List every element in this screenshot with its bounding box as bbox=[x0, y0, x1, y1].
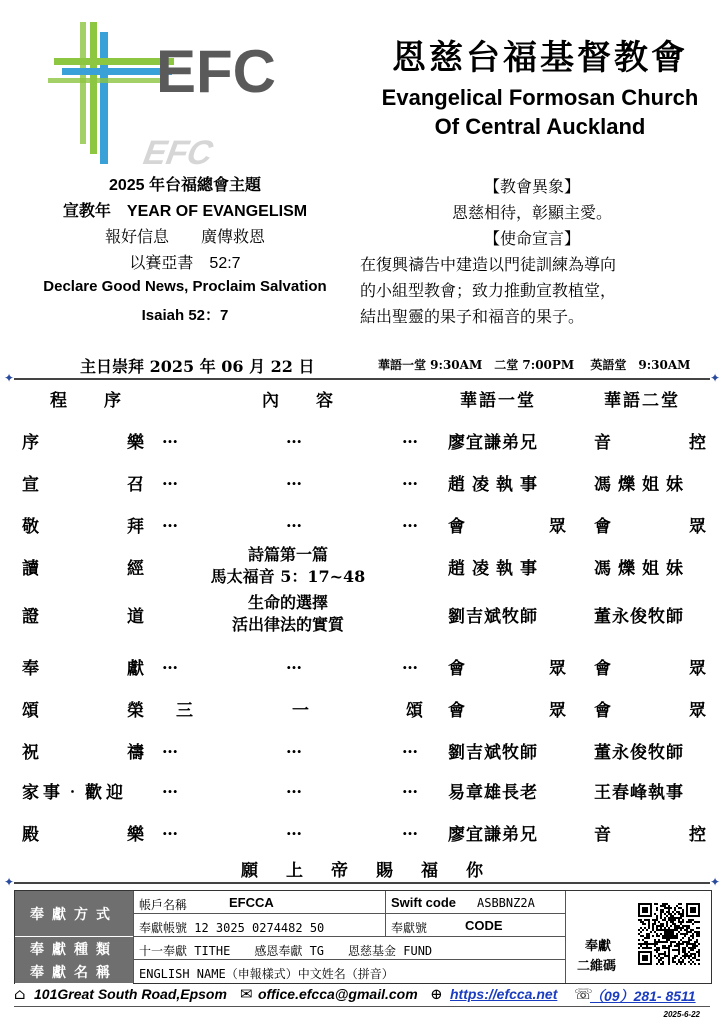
program-dots: … bbox=[162, 654, 178, 673]
vision-title: 【教會異象】 bbox=[483, 179, 580, 196]
program-dots: … bbox=[162, 820, 178, 839]
email-icon: ✉ bbox=[240, 985, 253, 1003]
program-s2-leader bbox=[594, 696, 706, 721]
leader-char: 眾 bbox=[549, 659, 566, 679]
theme-motto: 報好信息 廣傳救恩 bbox=[104, 229, 265, 246]
program-s1-leader bbox=[448, 428, 566, 453]
program-item bbox=[22, 820, 144, 845]
service-date: 主日崇拜 2025 年 06 月 22 日 bbox=[80, 357, 315, 376]
phone-icon: ☏ bbox=[574, 985, 593, 1003]
program-content: 三 bbox=[176, 701, 193, 721]
swift-label: Swift code bbox=[391, 895, 457, 910]
qr-label-line1: 奉獻 bbox=[585, 939, 612, 954]
label-offering-name: 奉獻名稱 bbox=[15, 960, 133, 984]
offering-name-format: ENGLISH NAME（申報樣式）中文姓名（拼音） bbox=[139, 967, 394, 981]
footer-phone[interactable]: （09）281- 8511 bbox=[590, 988, 696, 1004]
program-dots: … bbox=[286, 778, 302, 797]
program-s1-leader bbox=[448, 554, 566, 579]
leader-char: 音 bbox=[594, 825, 611, 845]
blessing-text: 願上帝賜福你 bbox=[241, 861, 511, 881]
leader-char: 會 bbox=[448, 659, 465, 679]
program-s1-leader bbox=[448, 778, 566, 803]
program-item-label: 榮 bbox=[127, 701, 144, 721]
program-dots: … bbox=[402, 778, 418, 797]
leader-name: 廖宜謙弟兄 bbox=[448, 433, 538, 453]
program-content: 馬太福音 5：17~48 bbox=[210, 567, 366, 586]
program-dots: … bbox=[286, 654, 302, 673]
leader-name: 董永俊牧師 bbox=[594, 743, 684, 763]
church-name-zh: 恩慈台福基督教會 bbox=[392, 39, 688, 77]
header-service1: 華語一堂 bbox=[460, 391, 536, 411]
leader-name: 劉吉斌牧師 bbox=[448, 607, 538, 627]
code-value: CODE bbox=[465, 918, 503, 933]
divider-bottom bbox=[14, 882, 710, 884]
leader-name: 劉吉斌牧師 bbox=[448, 743, 538, 763]
program-s1-leader bbox=[448, 696, 566, 721]
program-dots: … bbox=[286, 820, 302, 839]
program-dots: … bbox=[402, 820, 418, 839]
footer-email[interactable]: office.efcca@gmail.com bbox=[258, 986, 418, 1002]
leader-char: 音 bbox=[594, 433, 611, 453]
program-item-label: 拜 bbox=[127, 517, 144, 537]
program-item bbox=[22, 602, 144, 627]
account-name-label: 帳戶名稱 bbox=[139, 898, 188, 912]
leader-name: 易章雄長老 bbox=[448, 783, 538, 803]
qr-label-line2: 二維碼 bbox=[577, 959, 617, 974]
program-content: 活出律法的實質 bbox=[231, 615, 344, 634]
theme-year: 宣教年 YEAR OF EVANGELISM bbox=[62, 203, 308, 220]
program-dots: … bbox=[162, 428, 178, 447]
church-name-en-line2: Of Central Auckland bbox=[434, 114, 646, 139]
program-dots: … bbox=[286, 738, 302, 757]
program-s1-leader bbox=[448, 602, 566, 627]
diamond-right-bottom-icon: ✦ bbox=[710, 875, 721, 889]
theme-english: Declare Good News, Proclaim Salvation bbox=[43, 278, 327, 295]
program-s2-leader bbox=[594, 470, 706, 495]
program-s1-leader bbox=[448, 738, 566, 763]
program-item-label: 讀 bbox=[22, 559, 39, 579]
leader-char: 會 bbox=[448, 701, 465, 721]
program-dots: … bbox=[162, 778, 178, 797]
header-service2: 華語二堂 bbox=[604, 391, 680, 411]
program-s2-leader bbox=[594, 512, 706, 537]
leader-char: 眾 bbox=[689, 517, 706, 537]
program-item bbox=[22, 428, 144, 453]
program-item-label: 序 bbox=[22, 433, 39, 453]
program-item-label: 召 bbox=[127, 475, 144, 495]
offering-table bbox=[14, 890, 712, 984]
diamond-left-icon: ✦ bbox=[4, 371, 15, 385]
theme-scripture: 以賽亞書 52:7 bbox=[129, 255, 241, 272]
leader-name: 趙凌執事 bbox=[448, 559, 544, 579]
footer-address: 101Great South Road,Epsom bbox=[34, 986, 227, 1002]
vision-text: 恩慈相待，彰顯主愛。 bbox=[451, 205, 612, 222]
code-label: 奉獻號 bbox=[391, 921, 428, 935]
leader-char: 眾 bbox=[689, 659, 706, 679]
program-item-label: 禱 bbox=[127, 743, 144, 763]
home-icon: ⌂ bbox=[14, 985, 26, 1003]
leader-char: 會 bbox=[594, 659, 611, 679]
header-item: 程 序 bbox=[50, 391, 131, 411]
program-item bbox=[22, 470, 144, 495]
program-item-label: 頌 bbox=[22, 701, 39, 721]
program-item-label: 敬 bbox=[22, 517, 39, 537]
leader-char: 控 bbox=[689, 433, 706, 453]
leader-name: 馮爍姐妹 bbox=[594, 559, 690, 579]
leader-name: 趙凌執事 bbox=[448, 475, 544, 495]
program-dots: … bbox=[286, 512, 302, 531]
program-content: 詩篇第一篇 bbox=[247, 545, 328, 564]
church-name-en-line1: Evangelical Formosan Church bbox=[381, 85, 699, 110]
program-item bbox=[22, 738, 144, 763]
program-dots: … bbox=[162, 470, 178, 489]
program-item-label: 道 bbox=[127, 607, 144, 627]
program-dots: … bbox=[286, 470, 302, 489]
leader-char: 會 bbox=[594, 701, 611, 721]
offering-qr-code-icon[interactable] bbox=[638, 903, 700, 965]
theme-title: 2025 年台福總會主題 bbox=[108, 177, 262, 194]
leader-name: 馮爍姐妹 bbox=[594, 475, 690, 495]
program-item bbox=[22, 778, 144, 803]
program-dots: … bbox=[286, 428, 302, 447]
program-s2-leader bbox=[594, 428, 706, 453]
service-times: 華語一堂 9:30AM 二堂 7:00PM 英語堂 9:30AM bbox=[378, 358, 691, 372]
program-content: 一 bbox=[292, 701, 309, 721]
leader-char: 會 bbox=[594, 517, 611, 537]
footer-doc-date: 2025-6-22 bbox=[663, 1010, 700, 1019]
leader-char: 眾 bbox=[689, 701, 706, 721]
program-content: 頌 bbox=[406, 701, 423, 721]
swift-value: ASBBNZ2A bbox=[477, 896, 535, 910]
program-item-label: 殿 bbox=[22, 825, 39, 845]
leader-char: 眾 bbox=[549, 701, 566, 721]
program-item bbox=[22, 554, 144, 579]
program-item-label: 祝 bbox=[22, 743, 39, 763]
program-item-label: 宣 bbox=[22, 475, 39, 495]
logo-reflection-text: EFC bbox=[137, 133, 220, 172]
program-s2-leader bbox=[594, 738, 706, 763]
church-logo bbox=[40, 14, 300, 174]
program-dots: … bbox=[162, 738, 178, 757]
account-number: 奉獻帳號 12 3025 0274482 50 bbox=[139, 921, 325, 935]
mission-line1: 在復興禱告中建造以門徒訓練為導向 bbox=[360, 257, 617, 274]
program-dots: … bbox=[402, 738, 418, 757]
footer-website-link[interactable]: https://efcca.net bbox=[450, 986, 558, 1002]
program-item bbox=[22, 654, 144, 679]
program-dots: … bbox=[162, 512, 178, 531]
theme-english-ref: Isaiah 52：7 bbox=[141, 307, 229, 324]
program-s2-leader bbox=[594, 554, 706, 579]
program-item-label: 獻 bbox=[127, 659, 144, 679]
program-item bbox=[22, 512, 144, 537]
program-s1-leader bbox=[448, 512, 566, 537]
leader-name: 王春峰執事 bbox=[594, 783, 684, 803]
label-offering-type: 奉獻種類 bbox=[15, 937, 133, 961]
mission-title: 【使命宣言】 bbox=[483, 231, 580, 248]
program-s1-leader bbox=[448, 654, 566, 679]
program-s1-leader bbox=[448, 820, 566, 845]
mission-line3: 結出聖靈的果子和福音的果子。 bbox=[360, 309, 585, 326]
account-name-value: EFCCA bbox=[229, 895, 274, 910]
program-s2-leader bbox=[594, 820, 706, 845]
program-item-label: 證 bbox=[22, 607, 39, 627]
label-offering-method: 奉獻方式 bbox=[15, 891, 133, 937]
program-s2-leader bbox=[594, 602, 706, 627]
program-item-label: 家事‧歡迎 bbox=[22, 783, 127, 803]
leader-char: 會 bbox=[448, 517, 465, 537]
leader-char: 控 bbox=[689, 825, 706, 845]
program-dots: … bbox=[402, 428, 418, 447]
program-dots: … bbox=[402, 470, 418, 489]
program-s2-leader bbox=[594, 778, 706, 803]
diamond-right-icon: ✦ bbox=[710, 371, 721, 385]
leader-name: 董永俊牧師 bbox=[594, 607, 684, 627]
program-s1-leader bbox=[448, 470, 566, 495]
program-item bbox=[22, 696, 144, 721]
leader-char: 眾 bbox=[549, 517, 566, 537]
program-s2-leader bbox=[594, 654, 706, 679]
header-content: 內 容 bbox=[262, 391, 343, 411]
program-content: 生命的選擇 bbox=[247, 593, 328, 612]
program-item-label: 經 bbox=[127, 559, 144, 579]
globe-icon: ⊕ bbox=[430, 985, 443, 1003]
logo-text: EFC bbox=[156, 38, 276, 105]
leader-name: 廖宜謙弟兄 bbox=[448, 825, 538, 845]
offering-types: 十一奉獻 TITHE 感恩奉獻 TG 恩慈基金 FUND bbox=[139, 944, 433, 958]
program-dots: … bbox=[402, 654, 418, 673]
program-item-label: 樂 bbox=[127, 825, 144, 845]
mission-line2: 的小組型教會；致力推動宣教植堂， bbox=[360, 283, 617, 300]
divider-top bbox=[14, 378, 710, 380]
program-item-label: 奉 bbox=[22, 659, 39, 679]
program-dots: … bbox=[402, 512, 418, 531]
program-item-label: 樂 bbox=[127, 433, 144, 453]
diamond-left-bottom-icon: ✦ bbox=[4, 875, 15, 889]
